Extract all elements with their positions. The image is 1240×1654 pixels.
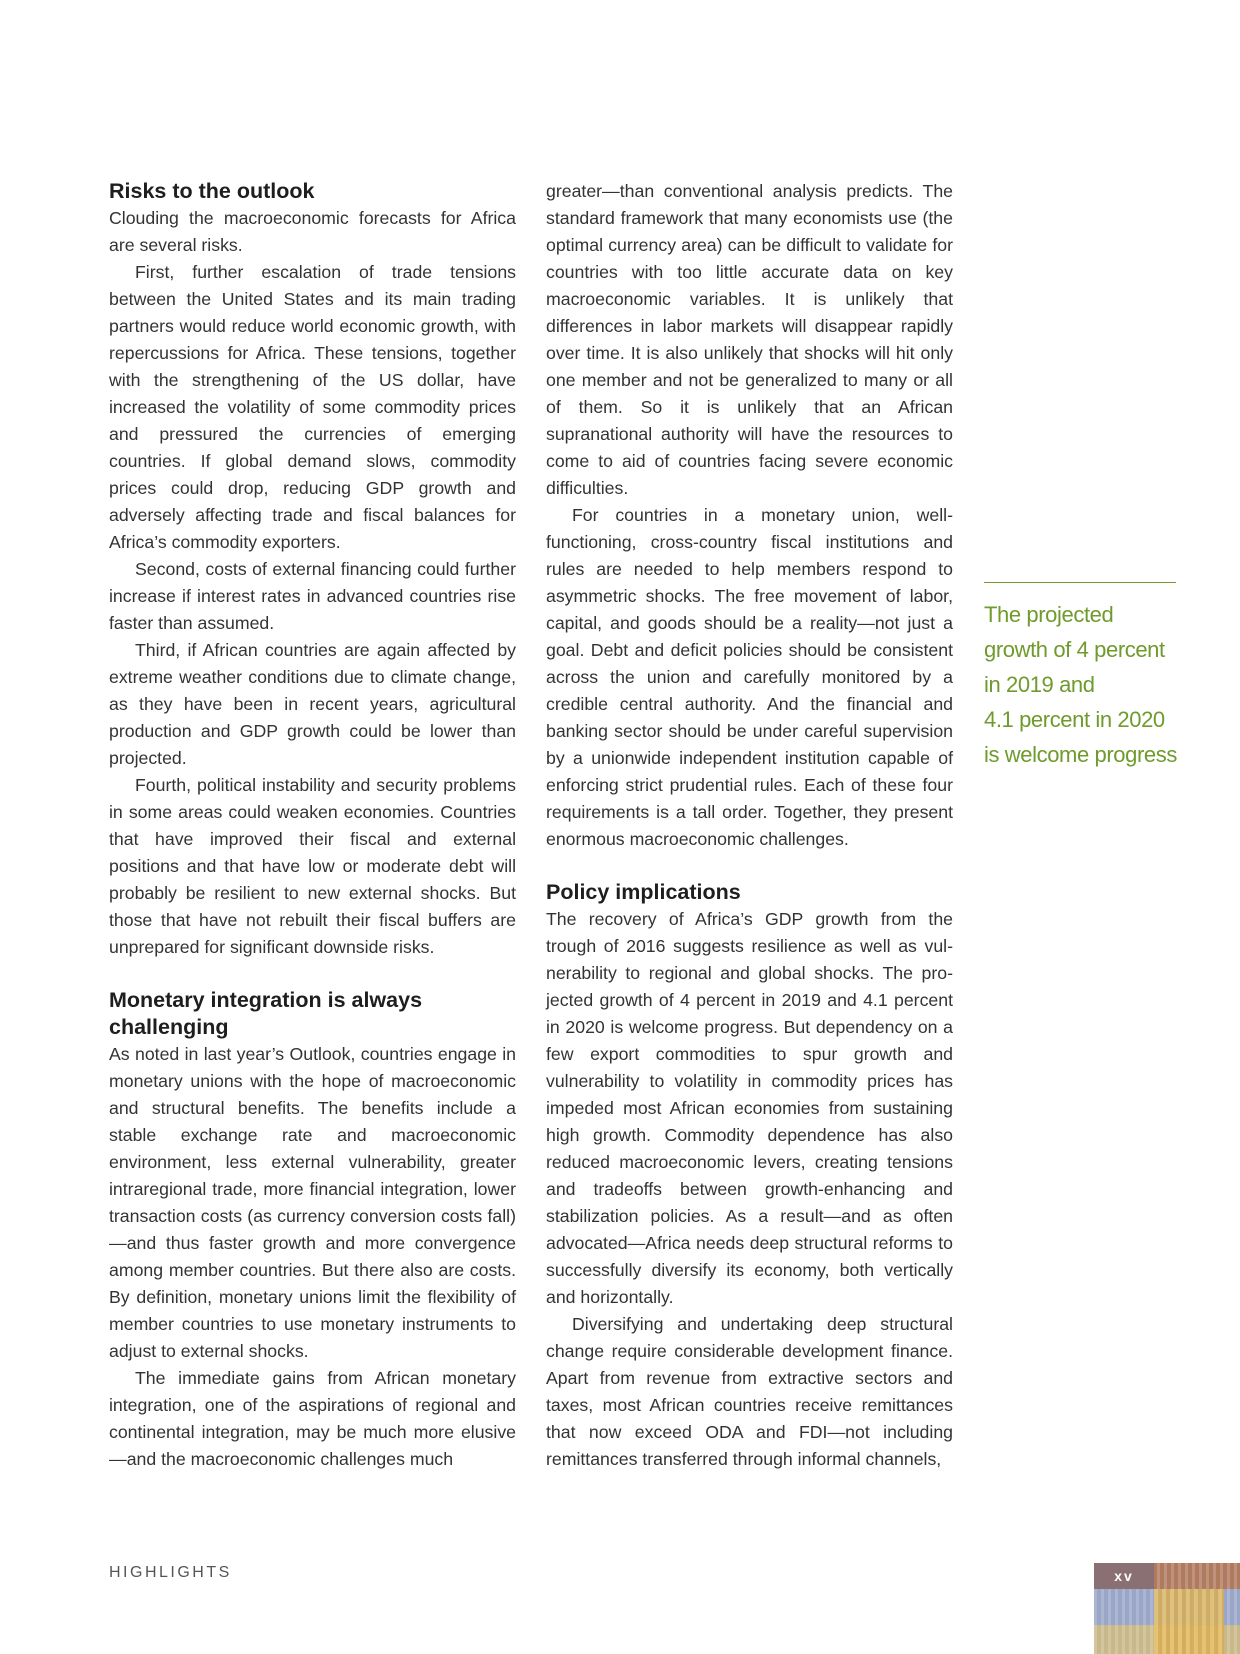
pull-quote-line: in 2019 and: [984, 672, 1095, 697]
paragraph: Fourth, political instability and security problems in some areas could weaken economies. Countries that have improved their fiscal and external positions and that have low or moderate debt will probably be resilient to new external shocks. But those that have not rebuilt their fiscal buffers are unprepared for significant downside risks.: [109, 775, 516, 957]
paragraph: The immediate gains from African monetary integration, one of the aspirations of regional and continental integration, may be much more elusive —and the macroeconomic challenges much: [109, 1368, 516, 1469]
paragraph: Second, costs of external financing could further increase if interest rates in advanced countries rise faster than assumed.: [109, 559, 516, 633]
left-column: [109, 178, 516, 1473]
paragraph: As noted in last year’s Outlook, countries engage in monetary unions with the hope of macroeconomic and structural benefits. The benefits include a stable exchange rate and macroeconomic environment, less external vulnerability, greater intraregional trade, more financial integration, lower transaction costs (as currency conversion costs fall)—and thus faster growth and more convergence among member countries. But there also are costs. By definition, monetary unions limit the flexibility of member countries to use monetary instruments to adjust to external shocks.: [109, 1044, 516, 1361]
pull-quote-line: 4.1 percent in 2020: [984, 707, 1165, 732]
paragraph: The recovery of Africa’s GDP growth from the trough of 2016 suggests resilience as well as vulnerability to regional and global shocks. The projected growth of 4 percent in 2019 and 4.1 percent in 2020 is welcome progress. But dependency on a few export commodities to spur growth and vulnerability to volatility in commodity prices has impeded most African economies from sustaining high growth. Commodity dependence has also reduced macroeconomic levers, creating tensions and tradeoffs between growth-enhancing and stabilization policies. As a result—and as often advocated—Africa needs deep structural reforms to successfully diversify its economy, both vertically and horizontally.: [546, 909, 953, 1307]
running-footer-section: HIGHLIGHTS: [109, 1564, 232, 1581]
section-heading-risks: Risks to the outlook: [109, 179, 315, 203]
pull-quote-line: The projected: [984, 602, 1114, 627]
pull-quote-line: is welcome progress: [984, 742, 1177, 767]
pull-quote-line: growth of 4 percent: [984, 637, 1165, 662]
paragraph: Diversifying and undertaking deep structural change require considerable development finance. Apart from revenue from extractive sectors and taxes, most African countries receive remittances that now exceed ODA and FDI—not including remittances transferred through informal channels,: [546, 1314, 953, 1469]
paragraph: Third, if African countries are again affected by extreme weather conditions due to climate change, as they have been in recent years, agricultural production and GDP growth could be lower than projected.: [109, 640, 516, 768]
paragraph: For countries in a monetary union, well-functioning, cross-country fiscal institutions and rules are needed to help members respond to asymmetric shocks. The free movement of labor, capital, and goods should be a reality—not just a goal. Debt and deficit policies should be consistent across the union and carefully monitored by a credible central authority. And the financial and banking sector should be under careful supervision by a unionwide independent institution capable of enforcing strict prudential rules. Each of these four requirements is a tall order. Together, they present enormous macroeconomic challenges.: [546, 505, 953, 849]
paragraph: First, further escalation of trade tensions between the United States and its main trading partners would reduce world economic growth, with repercussions for Africa. These tensions, together with the strengthening of the US dollar, have increased the volatility of some commodity prices and pressured the currencies of emerging countries. If global demand slows, commodity prices could drop, reducing GDP growth and adversely affecting trade and fiscal balances for Africa’s commodity exporters.: [109, 262, 516, 552]
section-heading-monetary: Monetary integration is always challenging: [109, 988, 423, 1039]
right-column: [546, 178, 953, 1473]
section-heading-policy: Policy implications: [546, 880, 741, 904]
page-number-tab: [1094, 1563, 1240, 1654]
page-number: xv: [1094, 1563, 1154, 1589]
pull-quote: [984, 582, 1176, 772]
decorative-textile-pattern: [1154, 1589, 1224, 1654]
paragraph: Clouding the macroeconomic forecasts for Africa are several risks.: [109, 208, 516, 255]
paragraph: greater—than conventional analysis predicts. The standard framework that many economists use (the optimal currency area) can be difficult to validate for countries with too little accurate data on key macroeconomic variables. It is unlikely that differences in labor markets will disappear rapidly over time. It is also unlikely that shocks will hit only one member and not be generalized to many or all of them. So it is unlikely that an African supranational authority will have the resources to come to aid of countries facing severe economic difficulties.: [546, 181, 953, 498]
